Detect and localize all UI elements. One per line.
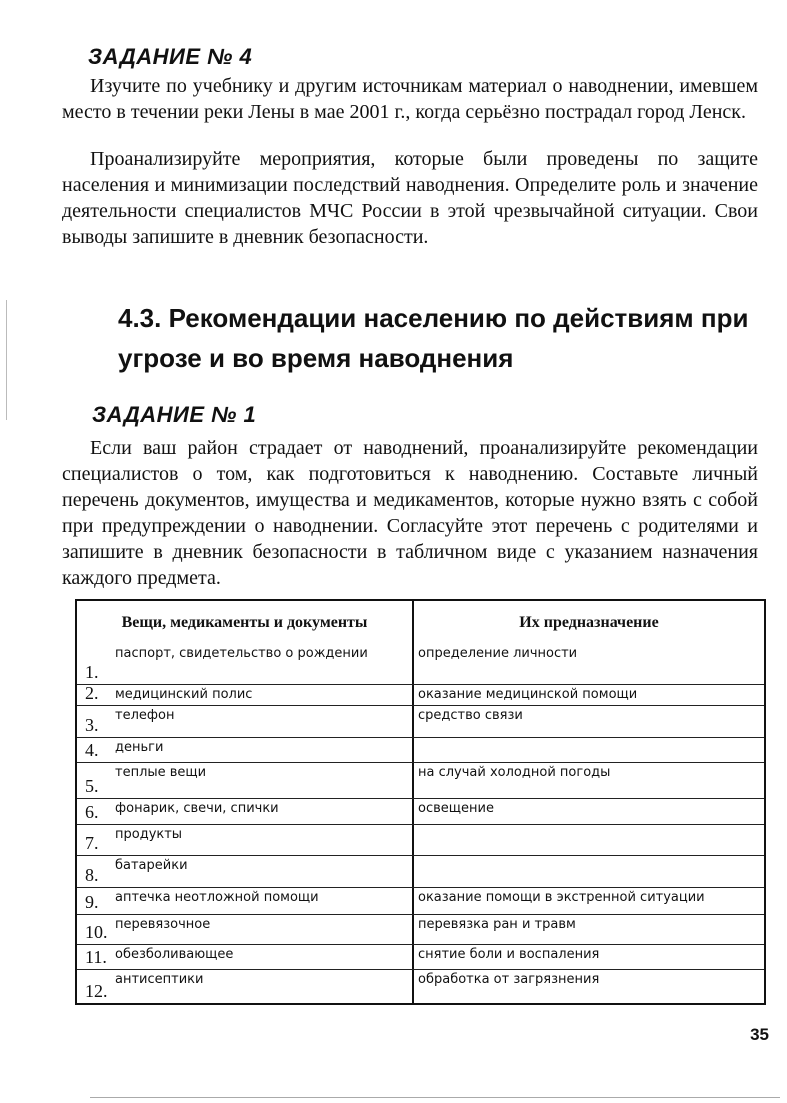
table-row (77, 914, 764, 944)
item-text: фонарик, свечи, спички (115, 801, 279, 816)
item-text: батарейки (115, 858, 188, 873)
table-row (77, 944, 764, 969)
item-text: обезболивающее (115, 947, 234, 962)
item-text: антисептики (115, 972, 204, 987)
table-row (77, 684, 764, 705)
table-row (77, 855, 764, 887)
page-number: 35 (750, 1025, 769, 1044)
header-purpose: Их предназначение (519, 613, 659, 631)
item-text: аптечка неотложной помощи (115, 890, 319, 905)
row-number: 5. (85, 776, 99, 796)
table-row (77, 798, 764, 824)
item-text: продукты (115, 827, 183, 842)
row-number: 7. (85, 833, 99, 853)
task-4-paragraph-2: Проанализируйте мероприятия, которые были проведены по защите населения и минимизации последствий наводнения. Определите роль и значение деятельности специалистов МЧС России в этой чрезвычайной ситуации. Свои выводы запишите в дневник безопасности. (62, 148, 758, 248)
item-text: паспорт, свидетельство о рождении (115, 646, 368, 661)
task-1-title: ЗАДАНИЕ № 1 (92, 402, 257, 427)
purpose-text: средство связи (418, 708, 523, 723)
table-row (77, 705, 764, 737)
header-items: Вещи, медикаменты и документы (121, 613, 368, 631)
task-1-paragraph: Если ваш район страдает от наводнений, проанализируйте рекомендации специалистов о том, как подготовиться к наводнению. Составьте личный перечень документов, имущества и медикаментов, которые нужно взять с собой при предупреждении о наводнении. Согласуйте этот перечень с родителями и запишите в дневник безопасности в табличном виде с указанием назначения каждого предмета. (62, 437, 758, 589)
scan-margin-mark (6, 300, 7, 420)
purpose-text: обработка от загрязнения (418, 972, 600, 987)
item-text: телефон (115, 708, 175, 723)
row-number: 12. (85, 981, 108, 1001)
item-text: перевязочное (115, 917, 211, 932)
task-4-paragraph-1: Изучите по учебнику и другим источникам материал о наводнении, имевшем место в течении реки Лены в мае 2001 г., когда серьёзно пострадал город Ленск. (62, 75, 758, 123)
item-text: медицинский полис (115, 687, 253, 702)
table-row (77, 762, 764, 798)
row-number: 9. (85, 892, 99, 912)
row-number: 1. (85, 662, 99, 682)
purpose-text: освещение (418, 801, 494, 816)
table-row (77, 887, 764, 914)
section-heading: 4.3. Рекомендации населению по действиям при угрозе и во время наводнения (118, 303, 749, 373)
purpose-text: определение личности (418, 646, 578, 661)
row-number: 8. (85, 865, 99, 885)
item-text: деньги (115, 740, 164, 755)
row-number: 10. (85, 922, 108, 942)
purpose-text: на случай холодной погоды (418, 765, 611, 780)
purpose-text: снятие боли и воспаления (418, 947, 600, 962)
purpose-text: перевязка ран и травм (418, 917, 576, 932)
bottom-rule (90, 1097, 780, 1098)
table-header-row (77, 601, 764, 644)
items-table (75, 599, 766, 1005)
row-number: 2. (85, 683, 99, 703)
purpose-text: оказание помощи в экстренной ситуации (418, 890, 705, 905)
row-number: 3. (85, 715, 99, 735)
table-row (77, 737, 764, 762)
row-number: 6. (85, 802, 99, 822)
purpose-text: оказание медицинской помощи (418, 687, 638, 702)
item-text: теплые вещи (115, 765, 207, 780)
table-row (77, 969, 764, 1003)
row-number: 4. (85, 740, 99, 760)
row-number: 11. (85, 947, 107, 967)
table-row (77, 644, 764, 684)
table-row (77, 824, 764, 855)
task-4-title: ЗАДАНИЕ № 4 (88, 44, 253, 69)
